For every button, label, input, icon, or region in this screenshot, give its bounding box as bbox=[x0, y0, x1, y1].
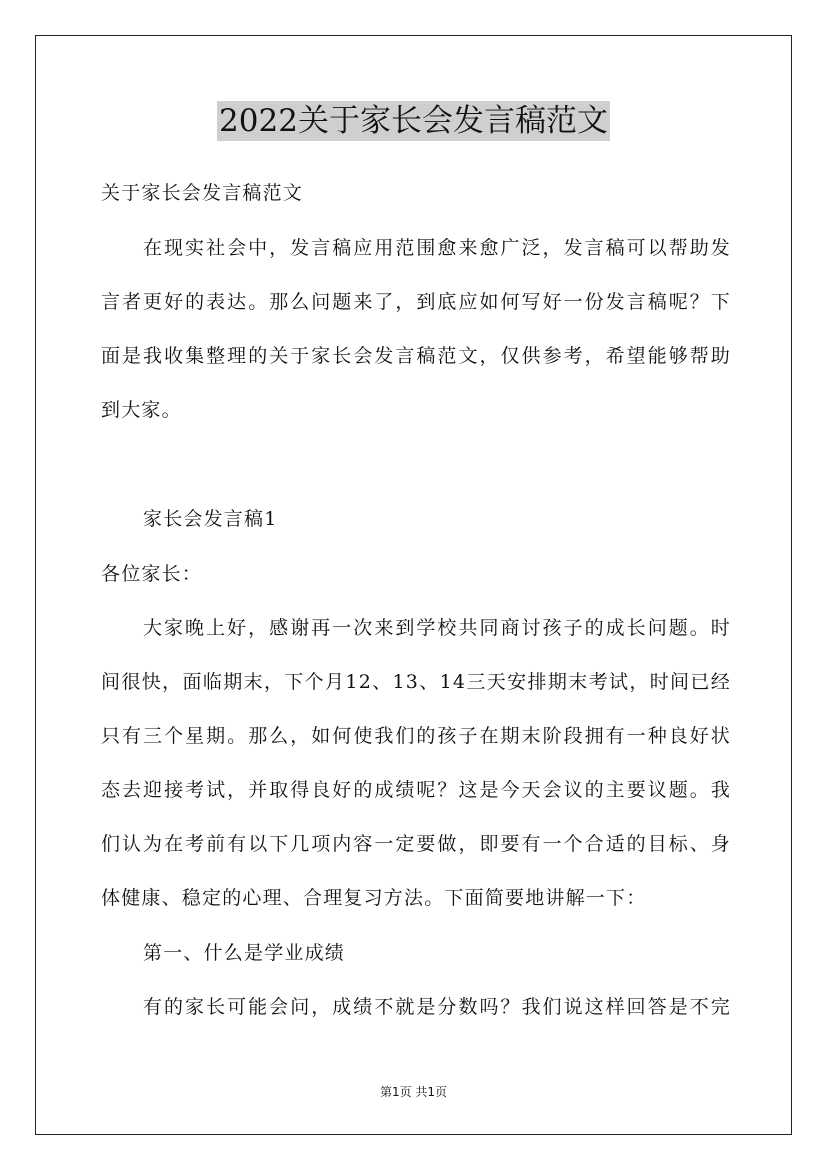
greeting: 各位家长： bbox=[101, 563, 203, 585]
intro-line-1: 在现实社会中，发言稿应用范围愈来愈广泛，发言稿可以帮助发 bbox=[143, 237, 731, 259]
body-line-4: 态去迎接考试，并取得良好的成绩呢？这是今天会议的主要议题。我 bbox=[101, 779, 731, 801]
page-footer: 第1页 共1页 bbox=[379, 1085, 448, 1099]
point-heading: 第一、什么是学业成绩 bbox=[143, 942, 346, 964]
body-line-6: 体健康、稳定的心理、合理复习方法。下面简要地讲解一下： bbox=[101, 887, 647, 909]
body-line-3: 只有三个星期。那么，如何使我们的孩子在期末阶段拥有一种良好状 bbox=[101, 725, 731, 747]
intro-line-2: 言者更好的表达。那么问题来了，到底应如何写好一份发言稿呢？下 bbox=[101, 291, 731, 313]
body-line-1: 大家晚上好，感谢再一次来到学校共同商讨孩子的成长问题。时 bbox=[143, 617, 731, 639]
body-line-5: 们认为在考前有以下几项内容一定要做，即要有一个合适的目标、身 bbox=[101, 833, 731, 855]
document-subtitle: 关于家长会发言稿范文 bbox=[101, 182, 304, 204]
last-line: 有的家长可能会问，成绩不就是分数吗？我们说这样回答是不完 bbox=[143, 996, 731, 1018]
title-container bbox=[0, 101, 827, 141]
document-title: 2022关于家长会发言稿范文 bbox=[219, 103, 608, 139]
body-line-2: 间很快，面临期末，下个月12、13、14三天安排期末考试，时间已经 bbox=[101, 671, 731, 693]
intro-line-3: 面是我收集整理的关于家长会发言稿范文，仅供参考，希望能够帮助 bbox=[101, 345, 731, 367]
section-heading: 家长会发言稿1 bbox=[143, 508, 278, 530]
intro-line-4: 到大家。 bbox=[101, 399, 182, 421]
